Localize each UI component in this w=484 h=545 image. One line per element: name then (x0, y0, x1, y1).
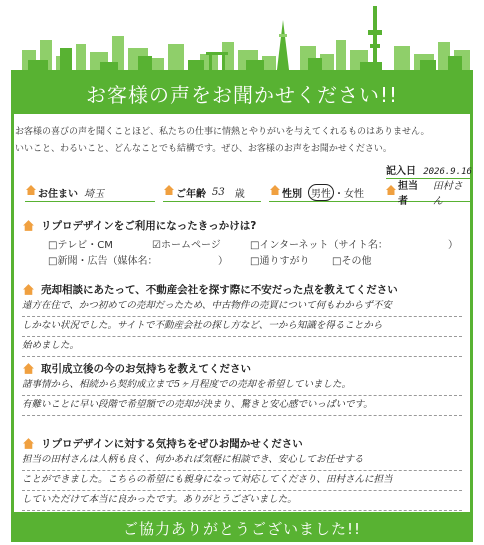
house-icon (163, 184, 175, 196)
q1-option-other[interactable]: □その他 (332, 256, 372, 267)
q2-answer-line: しかない状況でした。サイトで不動産会社の探し方など、一から知識を得ることから (22, 317, 462, 337)
q4-title-text: リプロデザインに対する気持ちをぜひお聞かせください (41, 438, 303, 450)
age-unit: 歳 (234, 188, 245, 200)
q1-option-newspaper-close: ） (218, 256, 228, 267)
footer-text: ご協力ありがとうございました!! (122, 520, 362, 538)
q3-title (22, 361, 251, 376)
q2-answer-line: 遠方在住で、かつ初めての売却だったため、中古物件の売買について何もわからず不安 (22, 297, 462, 317)
q1-title (22, 218, 256, 233)
q1-title-text: リプロデザインをご利用になったきっかけは? (41, 220, 257, 232)
q3-title-text: 取引成立後の今のお気持ちを教えてください (41, 363, 251, 375)
q1-option-internet-close: ） (448, 240, 458, 251)
record-date-value: 2026.9.16 (423, 167, 472, 177)
q4-answer-line: ことができました。こちらの希望にも親身になって対応してくださり、田村さんに担当 (22, 471, 462, 491)
address-field (25, 183, 155, 202)
staff-value: 田村さん (432, 181, 463, 207)
q1-option-newspaper[interactable]: □新聞・広告（媒体名： (48, 256, 158, 267)
q2-title-text: 売却相談にあたって、不動産会社を探す際に不安だった点を教えてください (41, 284, 398, 296)
gender-separator: ・ (334, 188, 344, 200)
address-value: 埼玉 (84, 188, 104, 200)
q3-answer (22, 376, 462, 416)
age-label: ご年齢 (176, 188, 206, 200)
gender-female: 女性 (344, 188, 364, 200)
title-banner (11, 70, 473, 114)
house-icon (22, 219, 35, 232)
gender-label: 性別 (282, 188, 302, 200)
q1-option-passing[interactable]: □通りすがり (250, 256, 310, 267)
q1-option-tv[interactable]: □テレビ・CM (48, 240, 113, 251)
profile-row (15, 178, 475, 207)
gender-male: 男性 (308, 184, 334, 201)
page-title: お客様の声をお聞かせください!! (85, 83, 399, 107)
age-value: 53 (212, 186, 225, 198)
intro-line-1: お客様の喜びの声を聞くことほど、私たちの仕事に情熱とやりがいを与えてくれるものはありません。 (15, 127, 430, 137)
intro-text (15, 124, 471, 158)
house-icon (22, 283, 35, 296)
house-icon (385, 184, 397, 196)
q2-answer-line: 始めました。 (22, 337, 462, 357)
record-date-label: 記入日 (386, 166, 416, 177)
q1-option-internet[interactable]: □インターネット（サイト名： (250, 240, 388, 251)
house-icon (25, 184, 37, 196)
staff-field (385, 181, 471, 207)
staff-label: 担当者 (398, 181, 418, 207)
footer-banner (11, 512, 473, 542)
gender-field (269, 183, 389, 202)
age-field (163, 183, 261, 202)
house-icon (22, 362, 35, 375)
q3-answer-line: 諸事情から、相続から契約成立まで5ヶ月程度での売却を希望していました。 (22, 376, 462, 396)
q4-title (22, 436, 303, 451)
q4-answer-line: していただけて本当に良かったです。ありがとうございました。 (22, 491, 462, 511)
q2-answer (22, 297, 462, 357)
skyline-illustration (0, 0, 484, 78)
house-icon (269, 184, 281, 196)
q1-option-homepage[interactable]: ☑ホームページ (152, 240, 221, 251)
q4-answer-line: 担当の田村さんは人柄も良く、何かあれば気軽に相談でき、安心してお任せする (22, 451, 462, 471)
q4-answer (22, 451, 462, 511)
intro-line-2: いいこと、わるいこと、どんなことでも結構です。ぜひ、お客様のお声をお聞かせください。 (15, 144, 392, 154)
frame-left (11, 112, 14, 514)
q2-title (22, 282, 398, 297)
house-icon (22, 437, 35, 450)
address-label: お住まい (38, 188, 78, 200)
q3-answer-line: 有難いことに早い段階で希望額での売却が決まり、驚きと安心感でいっぱいです。 (22, 396, 462, 416)
